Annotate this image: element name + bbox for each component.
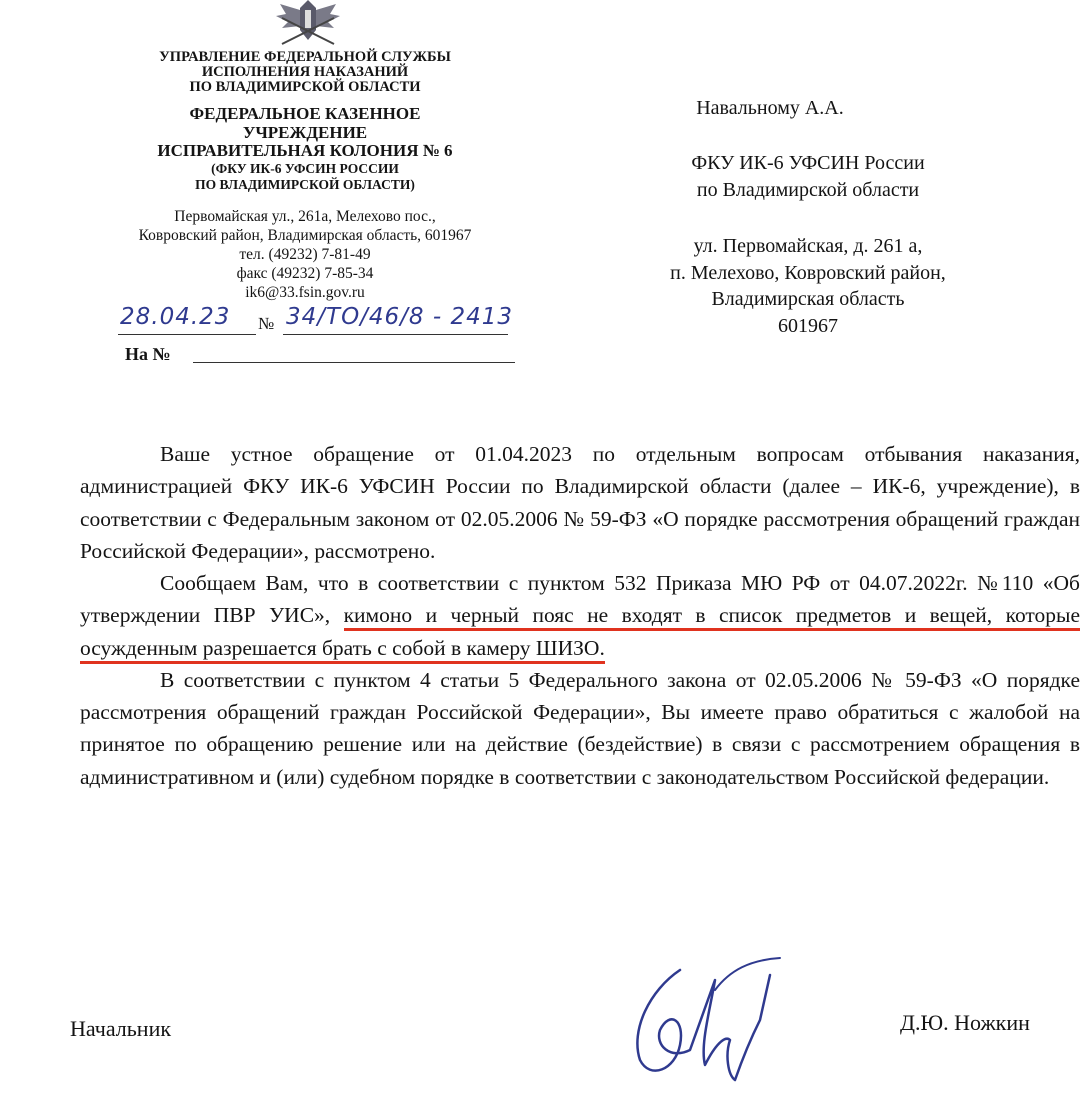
recipient-address-line: ул. Первомайская, д. 261 а, xyxy=(693,235,923,257)
signatory-title: Начальник xyxy=(70,1016,172,1041)
recipient-org-line: ФКУ ИК-6 УФСИН России xyxy=(691,152,925,174)
inst-short-line: (ФКУ ИК-6 УФСИН РОССИИ xyxy=(211,161,399,177)
address-line: Первомайская ул., 261а, Мелехово пос., xyxy=(174,208,436,225)
sender-institution xyxy=(110,105,500,192)
signatory-name: Д.Ю. Ножкин xyxy=(900,1010,1030,1035)
recipient-address-line: Владимирская область xyxy=(711,288,905,311)
inst-short-line: ПО ВЛАДИМИРСКОЙ ОБЛАСТИ) xyxy=(195,176,415,192)
recipient-address-line: п. Мелехово, Ковровский район, xyxy=(670,261,946,284)
org-line: УПРАВЛЕНИЕ ФЕДЕРАЛЬНОЙ СЛУЖБЫ xyxy=(159,49,451,65)
sender-organization xyxy=(110,50,500,96)
paragraph-2 xyxy=(80,567,1080,664)
reference-line xyxy=(125,344,515,365)
recipient-org-line: по Владимирской области xyxy=(696,178,920,201)
paragraph-3: В соответствии с пунктом 4 статьи 5 Федерального закона от 02.05.2006 № 59-ФЗ «О порядке рассмотрения обращений граждан Российской Федерации», Вы имеете право обратиться с жалобой на принятое по обращению решение или на действие (бездействие) в связи с рассмотрением обращения в административном и (или) судебном порядке в соответствии с законодательством Российской федерации. xyxy=(80,667,1080,789)
reference-underline xyxy=(193,362,515,363)
reg-date: 28.04.23 xyxy=(120,304,231,330)
recipient-organization xyxy=(608,150,1008,203)
reg-number: 34/ТО/46/8 - 2413 xyxy=(286,304,514,330)
sender-address xyxy=(110,207,500,302)
recipient-address xyxy=(608,233,1008,339)
number-sign: № xyxy=(258,314,275,333)
address-line: тел. (49232) 7-81-49 xyxy=(239,246,371,264)
number-underline xyxy=(283,334,508,335)
inst-line: ФЕДЕРАЛЬНОЕ КАЗЕННОЕ xyxy=(189,104,421,123)
paragraph-2-text: Сообщаем Вам, что в соответствии с пунктом 532 Приказа МЮ РФ от 04.07.2022г. №110 «Об утверждении ПВР УИС», xyxy=(80,571,1080,628)
org-line: ИСПОЛНЕНИЯ НАКАЗАНИЙ xyxy=(201,64,409,81)
reference-label: На № xyxy=(125,344,171,364)
address-line: факс (49232) 7-85-34 xyxy=(236,265,374,283)
handwritten-signature xyxy=(620,950,800,1090)
emblem-icon xyxy=(272,0,344,48)
recipient-name: Навальному А.А. xyxy=(696,97,844,119)
inst-line: ИСПРАВИТЕЛЬНАЯ КОЛОНИЯ № 6 xyxy=(157,141,453,161)
address-line: ik6@33.fsin.gov.ru xyxy=(245,284,365,302)
inst-line: УЧРЕЖДЕНИЕ xyxy=(242,122,368,142)
recipient-address-line: 601967 xyxy=(778,314,838,337)
org-line: ПО ВЛАДИМИРСКОЙ ОБЛАСТИ xyxy=(189,79,421,96)
date-underline xyxy=(118,334,256,335)
registration-line xyxy=(118,300,518,340)
letter-body xyxy=(80,438,1080,793)
paragraph-1: Ваше устное обращение от 01.04.2023 по отдельным вопросам отбывания наказания, администрацией ФКУ ИК-6 УФСИН России по Владимирской области (далее – ИК-6, учреждение), в соответствии с Федеральным законом от 02.05.2006 № 59-ФЗ «О порядке рассмотрения обращений граждан Российской Федерации», рассмотрено. xyxy=(80,442,1080,563)
address-line: Ковровский район, Владимирская область, 601967 xyxy=(138,227,472,245)
highlighted-text: кимоно и черный пояс не входят в список предметов и вещей, которые осужденным разрешается брать с собой в камеру ШИЗО. xyxy=(80,603,1080,660)
